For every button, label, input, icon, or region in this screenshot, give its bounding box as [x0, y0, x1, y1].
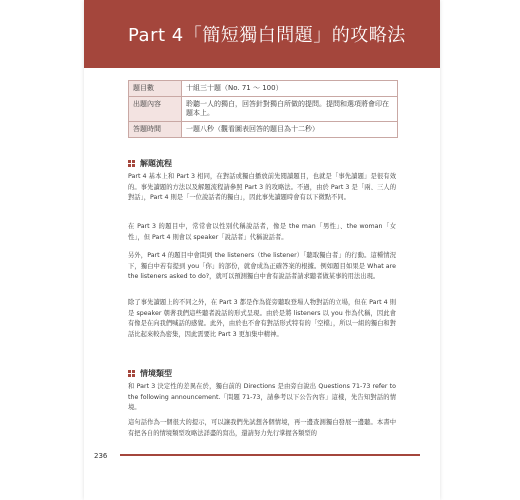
table-value: 十組三十題（No. 71 ～ 100） [182, 81, 398, 97]
section-title: 解題流程 [140, 159, 172, 168]
bullet-squares-icon [128, 370, 136, 378]
info-table [128, 80, 398, 138]
footer-rule [120, 454, 420, 456]
page-number: 236 [94, 452, 108, 460]
section-title: 情境類型 [140, 369, 172, 378]
paragraph: 另外，Part 4 的題目中會問到 the listeners（the listener）「聽取獨白者」的行動。這種情況下，獨白中若有提到 you「你」的部份，就會成為正確答案的根據。例如題目如果是 What are the listeners asked to do?，就可以預測獨白中會有說話者請求聽者做某事的用法出現。 [128, 252, 396, 280]
table-key: 答題時間 [129, 122, 182, 138]
document-page [84, 0, 440, 500]
bullet-squares-icon [128, 160, 136, 168]
page-title: Part 4「簡短獨白問題」的攻略法 [128, 25, 406, 46]
table-key: 出題內容 [129, 97, 182, 122]
table-row [129, 81, 398, 97]
table-row [129, 122, 398, 138]
paragraph: 和 Part 3 決定性的差異在於，獨白前的 Directions 是由旁白說出 Questions 71-73 refer to the following announcement.「問題 71-73，請參考以下公告內容」這樣，先告知對話的情境。 [128, 383, 396, 411]
paragraph: Part 4 基本上和 Part 3 相同，在對話或獨白播放前先閱讀題目，也就是「事先讀題」是很有效的。事先讀題的方法以及解題流程請參照 Part 3 的攻略法。不過，由於 Part 3 是「兩、三人的對話」，Part 4 則是「一位說話者的獨白」，因此事先讀題時會有以下微點不同。 [128, 173, 396, 201]
section-heading-solution-flow [128, 158, 172, 169]
paragraph: 在 Part 3 的題目中，常常會以性別代稱說話者，像是 the man「男性」、the woman「女性」，但 Part 4 則會以 speaker「說話者」代稱說話者。 [128, 223, 396, 241]
table-key: 題目數 [129, 81, 182, 97]
table-value: 一題八秒（觀看圖表回答的題目為十二秒） [182, 122, 398, 138]
paragraph: 除了事先讀題上的不同之外，在 Part 3 都是作為從旁聽取登場人物對話的立場，但在 Part 4 則是 speaker 朝著我們這些聽者說話的形式呈現。由於是將 listeners 以 you 作為代稱，因此會有像是在向我們喊話的感覺。此外，由於也不會有對話形式特有的「空檔」，所以一組的獨白和對話比起來較為密集，因此需要比 Part 3 更加集中精神。 [128, 299, 396, 338]
paragraph: 這句話作為一個很大的提示，可以讓我們先試想各個情境，再一邊查測獨白發展一邊聽。本書中有把各自的情境類型攻略法詳盡的寫出，還請努力先行掌握各類型的 [128, 419, 396, 437]
table-row [129, 97, 398, 122]
section-heading-situation-types [128, 368, 172, 379]
page-header [84, 0, 440, 68]
table-value: 聆聽一人的獨白，回答針對獨白所做的提問。提問和選項將會印在題本上。 [182, 97, 398, 122]
